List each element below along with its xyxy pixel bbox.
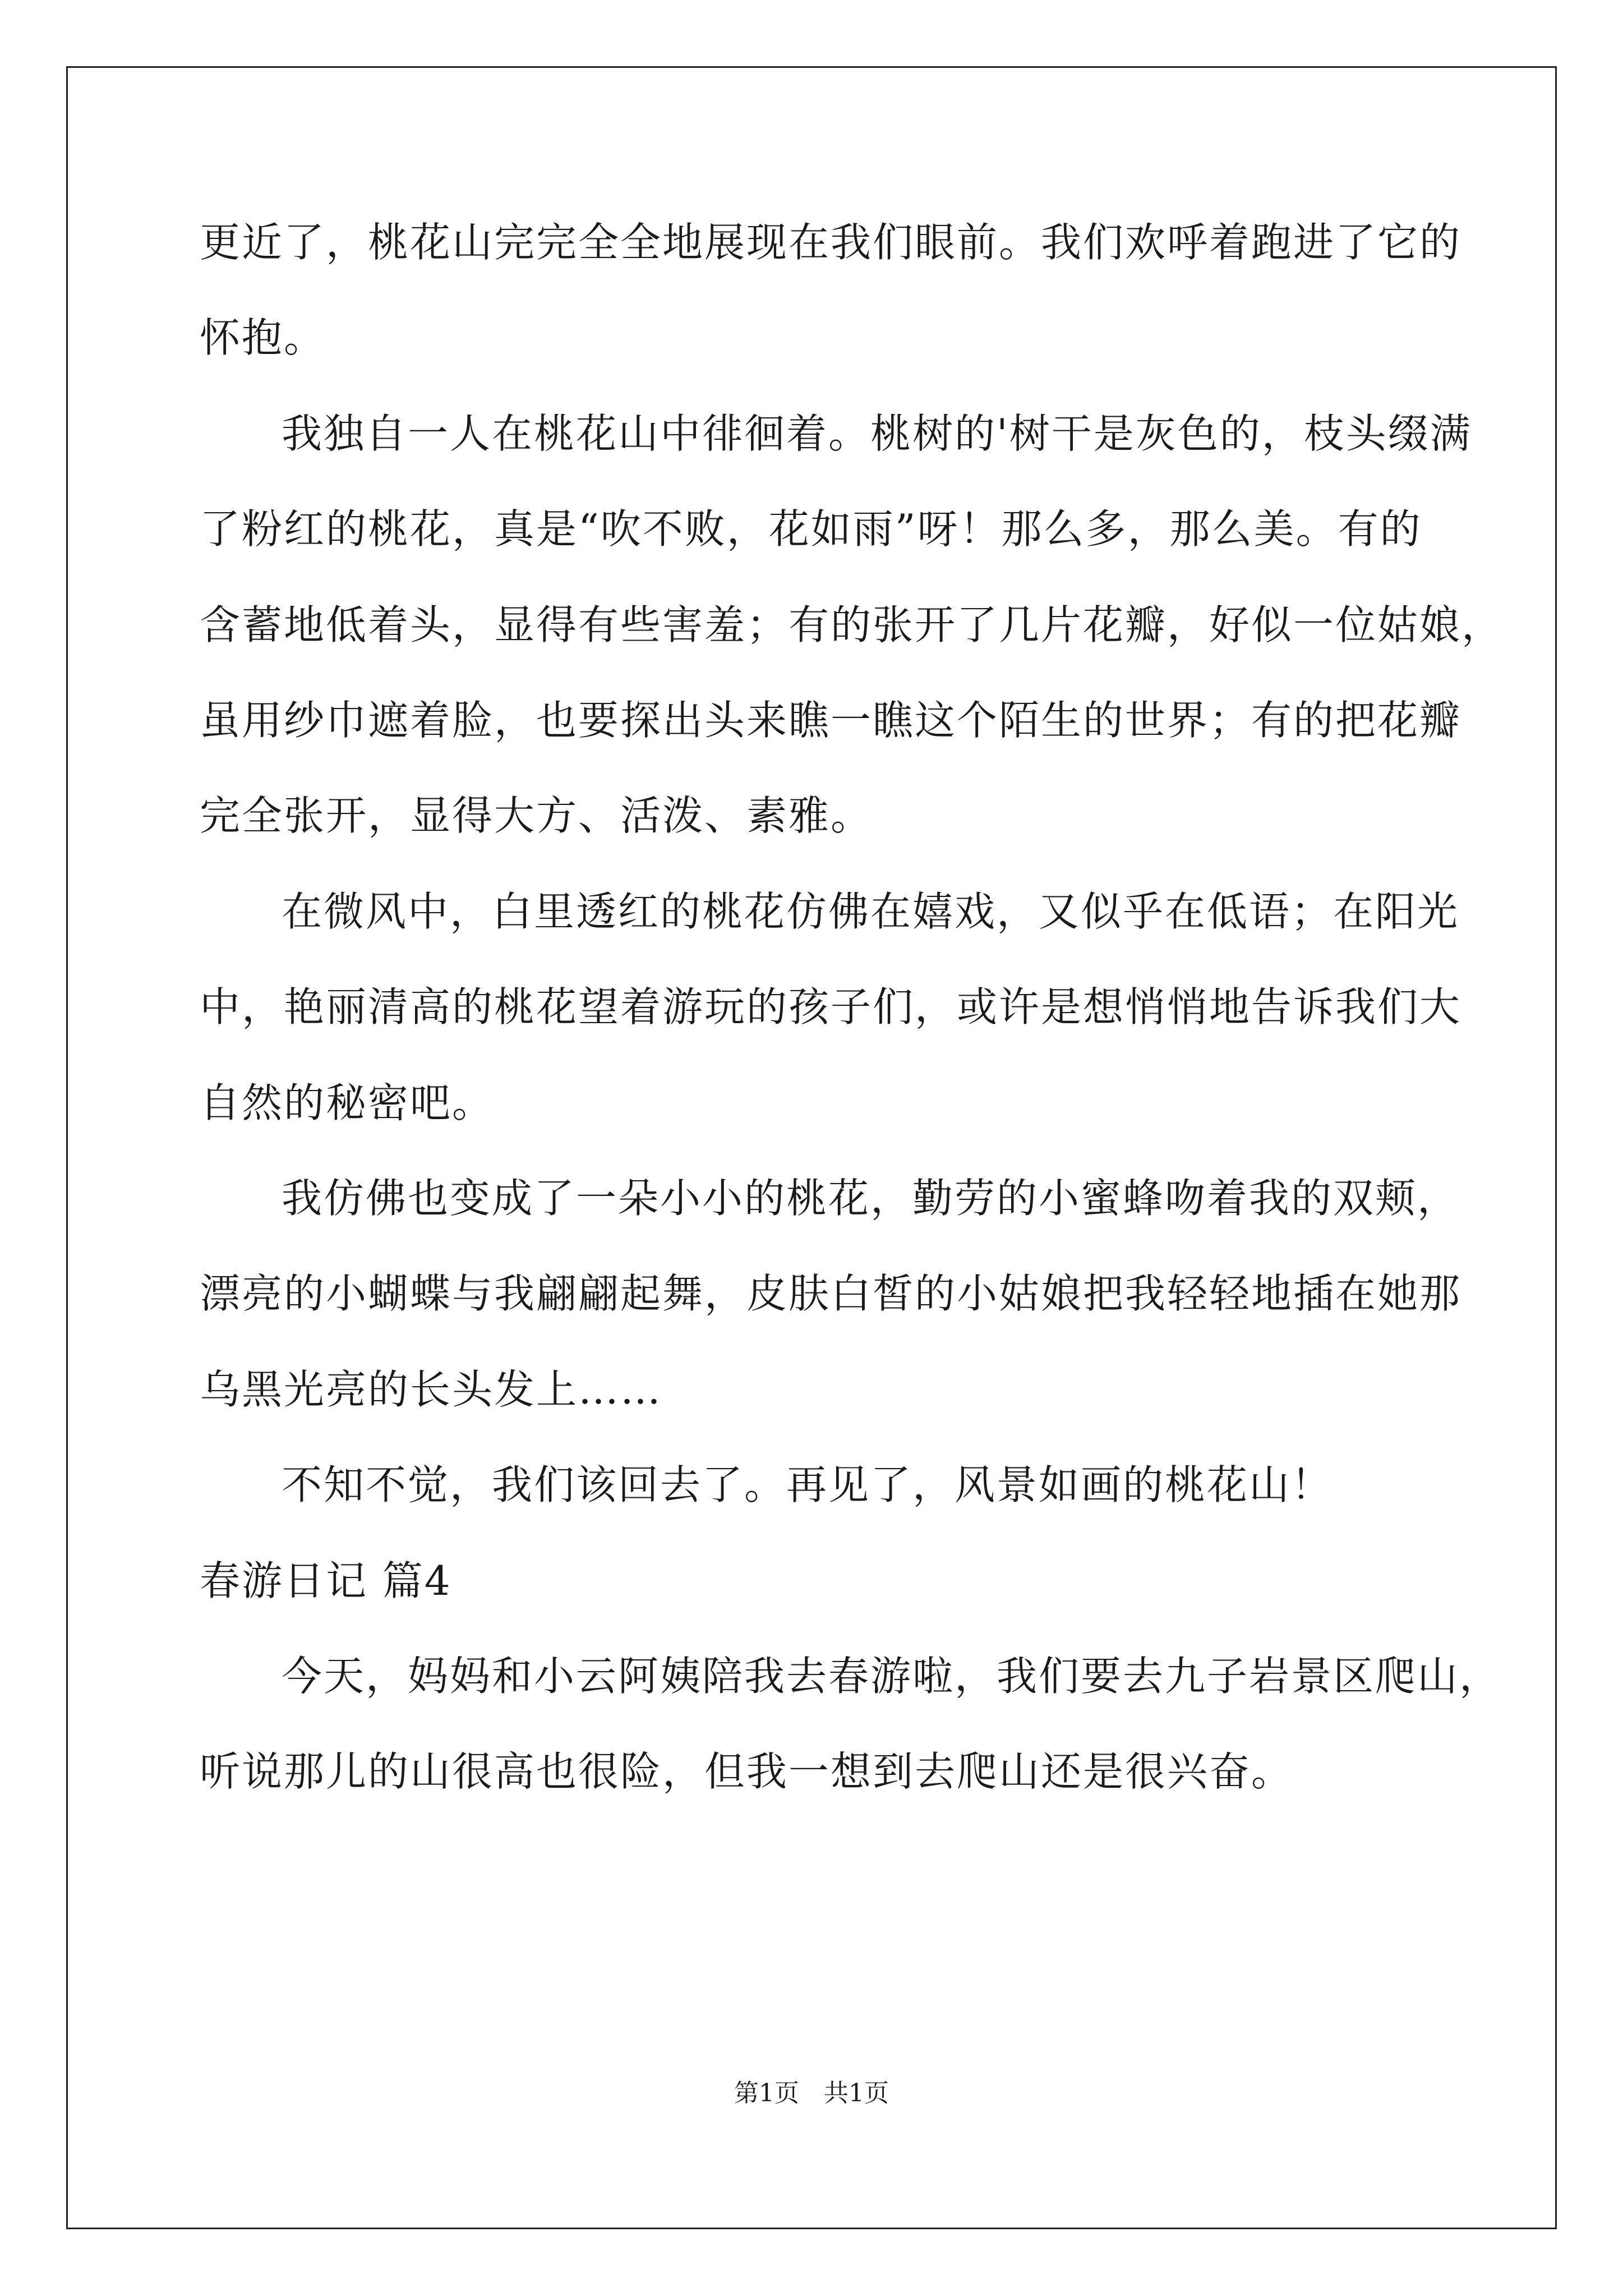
text-line: 更近了，桃花山完完全全地展现在我们眼前。我们欢呼着跑进了它的 [200,219,1462,266]
text-line: 虽用纱巾遮着脸，也要探出头来瞧一瞧这个陌生的世界；有的把花瓣 [200,697,1462,744]
text-line: 漂亮的小蝴蝶与我翩翩起舞，皮肤白皙的小姑娘把我轻轻地插在她那 [200,1270,1462,1317]
text-line: 怀抱。 [200,314,326,361]
text-line: 乌黑光亮的长头发上…… [200,1366,663,1413]
text-line: 含蓄地低着头，显得有些害羞；有的张开了几片花瓣，好似一位姑娘， [200,601,1504,648]
section-heading: 春游日记 篇4 [200,1557,452,1604]
page-number-total: 共1页 [824,2079,889,2108]
text-line: 在微风中，白里透红的桃花仿佛在嬉戏，又似乎在低语；在阳光 [282,888,1460,935]
text-line: 听说那儿的山很高也很险，但我一想到去爬山还是很兴奋。 [200,1748,1294,1795]
text-line: 不知不觉，我们该回去了。再见了，风景如画的桃花山！ [282,1461,1334,1508]
text-line: 了粉红的桃花，真是“吹不败，花如雨”呀！那么多，那么美。有的 [200,505,1422,553]
text-line: 完全张开，显得大方、活泼、素雅。 [200,792,873,839]
page-footer [0,2077,1623,2110]
text-line: 自然的秘密吧。 [200,1079,495,1126]
text-line: 今天，妈妈和小云阿姨陪我去春游啦，我们要去九子岩景区爬山， [282,1653,1502,1700]
text-line: 我独自一人在桃花山中徘徊着。桃树的'树干是灰色的，枝头缀满 [282,410,1472,457]
page-number-current: 第1页 [734,2079,799,2108]
text-line: 中，艳丽清高的桃花望着游玩的孩子们，或许是想悄悄地告诉我们大 [200,983,1462,1030]
text-line: 我仿佛也变成了一朵小小的桃花，勤劳的小蜜蜂吻着我的双颊， [282,1175,1460,1222]
page-border [66,66,1557,2229]
